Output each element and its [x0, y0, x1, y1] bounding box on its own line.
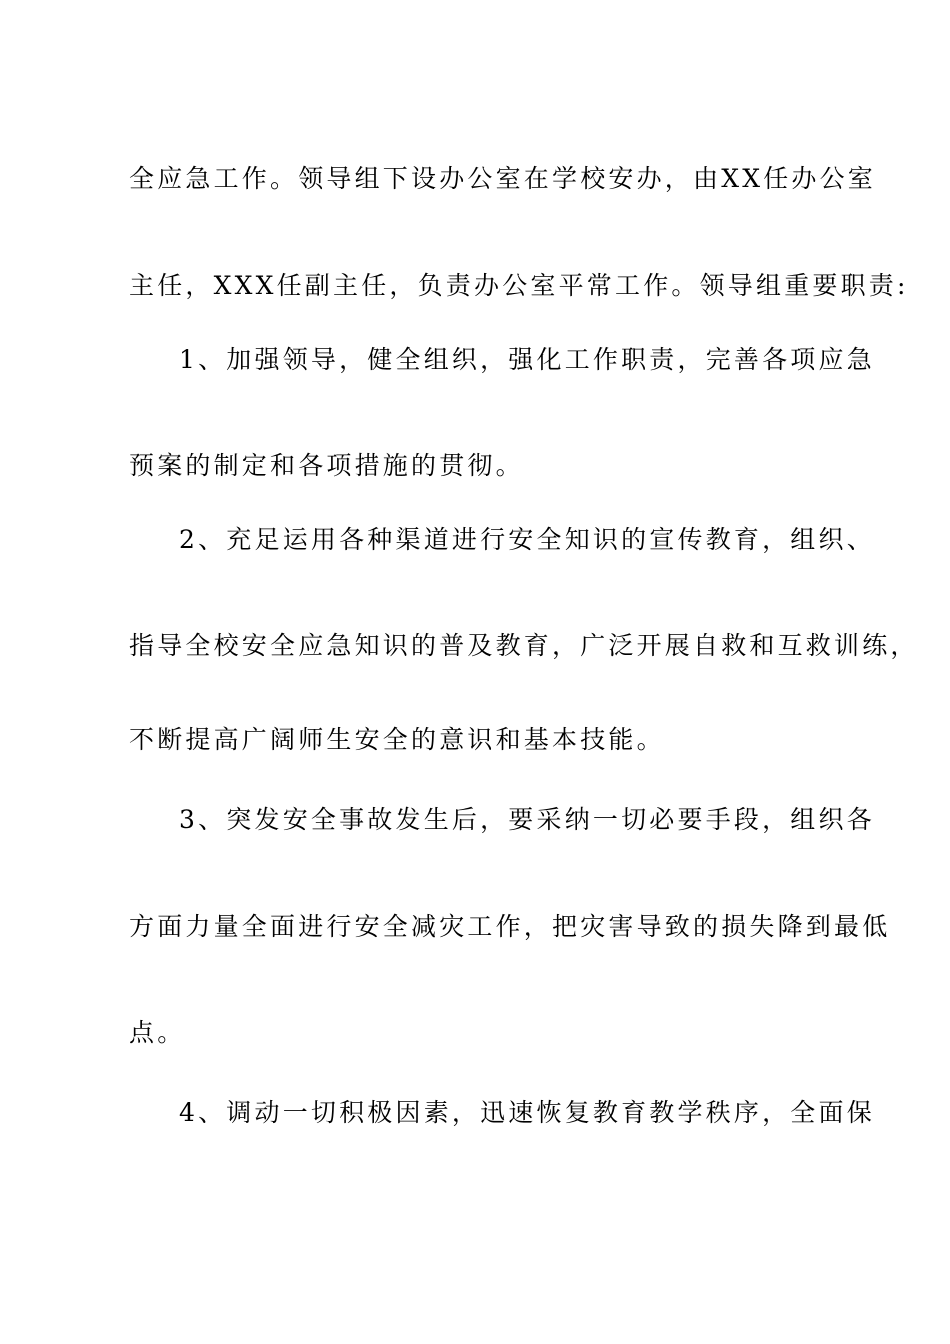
list-item-3-continuation: 点。 [129, 1018, 186, 1047]
list-item-4-line: 4、调动一切积极因素，迅速恢复教育教学秩序，全面保 [179, 1098, 875, 1127]
list-item-1-line: 1、加强领导，健全组织，强化工作职责，完善各项应急 [179, 345, 875, 374]
body-text-line: 全应急工作。领导组下设办公室在学校安办，由XX任办公室 [129, 164, 876, 193]
body-text-line: 主任，XXX任副主任，负责办公室平常工作。领导组重要职责: [129, 271, 909, 300]
list-item-2-line: 2、充足运用各种渠道进行安全知识的宣传教育，组织、 [179, 525, 875, 554]
list-item-2-continuation: 指导全校安全应急知识的普及教育，广泛开展自救和互救训练， [129, 631, 919, 660]
list-item-3-continuation: 方面力量全面进行安全减灾工作，把灾害导致的损失降到最低 [129, 912, 891, 941]
list-item-2-continuation: 不断提高广阔师生安全的意识和基本技能。 [129, 725, 665, 754]
list-item-1-continuation: 预案的制定和各项措施的贯彻。 [129, 451, 524, 480]
list-item-3-line: 3、突发安全事故发生后，要采纳一切必要手段，组织各 [179, 805, 875, 834]
